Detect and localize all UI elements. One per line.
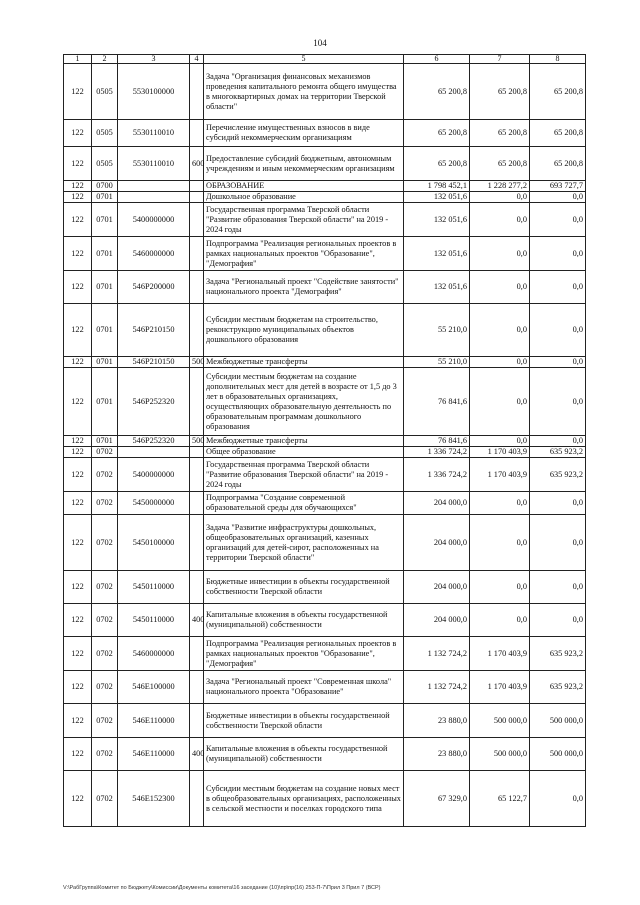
cell-amount-year2: 65 200,8 [470, 64, 530, 120]
cell-description: Задача "Развитие инфраструктуры дошкольных, общеобразовательных организаций, казенных организаций для детей-сирот, расположенных на территории Тверской области" [204, 515, 404, 571]
cell-admin-code: 122 [64, 637, 92, 671]
cell-expense-type [190, 637, 204, 671]
cell-admin-code: 122 [64, 192, 92, 203]
cell-admin-code: 122 [64, 203, 92, 237]
cell-section-code: 0702 [92, 704, 118, 738]
cell-amount-year1: 67 329,0 [404, 771, 470, 827]
cell-amount-year2: 1 170 403,9 [470, 458, 530, 492]
cell-amount-year2: 0,0 [470, 368, 530, 436]
cell-admin-code: 122 [64, 304, 92, 357]
cell-description: Подпрограмма "Реализация региональных проектов в рамках национальных проектов "Образование", "Демография" [204, 237, 404, 271]
cell-target-article: 5530110010 [118, 147, 190, 181]
cell-amount-year1: 204 000,0 [404, 604, 470, 637]
cell-admin-code: 122 [64, 515, 92, 571]
cell-amount-year1: 76 841,6 [404, 436, 470, 447]
cell-amount-year2: 500 000,0 [470, 738, 530, 771]
cell-expense-type [190, 515, 204, 571]
cell-amount-year2: 0,0 [470, 192, 530, 203]
cell-expense-type [190, 203, 204, 237]
cell-description: Государственная программа Тверской области "Развитие образования Тверской области" на 2019 - 2024 годы [204, 203, 404, 237]
column-header: 3 [118, 55, 190, 64]
cell-amount-year1: 65 200,8 [404, 64, 470, 120]
cell-amount-year2: 65 200,8 [470, 120, 530, 147]
cell-target-article: 546E110000 [118, 704, 190, 738]
cell-section-code: 0505 [92, 120, 118, 147]
cell-section-code: 0702 [92, 738, 118, 771]
cell-section-code: 0700 [92, 181, 118, 192]
cell-amount-year3: 635 923,2 [530, 447, 586, 458]
cell-admin-code: 122 [64, 64, 92, 120]
cell-expense-type [190, 120, 204, 147]
cell-amount-year3: 635 923,2 [530, 671, 586, 704]
table-row [64, 147, 586, 181]
column-header: 8 [530, 55, 586, 64]
cell-section-code: 0702 [92, 671, 118, 704]
column-header: 4 [190, 55, 204, 64]
cell-target-article [118, 181, 190, 192]
cell-amount-year2: 0,0 [470, 357, 530, 368]
cell-admin-code: 122 [64, 436, 92, 447]
cell-amount-year3: 635 923,2 [530, 458, 586, 492]
cell-section-code: 0702 [92, 771, 118, 827]
cell-amount-year3: 500 000,0 [530, 738, 586, 771]
cell-amount-year3: 0,0 [530, 771, 586, 827]
cell-target-article: 546P210150 [118, 357, 190, 368]
cell-amount-year1: 1 132 724,2 [404, 671, 470, 704]
cell-section-code: 0701 [92, 237, 118, 271]
column-header: 1 [64, 55, 92, 64]
cell-amount-year1: 1 336 724,2 [404, 447, 470, 458]
table-row [64, 436, 586, 447]
cell-expense-type [190, 571, 204, 604]
table-row [64, 368, 586, 436]
cell-target-article: 546E152300 [118, 771, 190, 827]
cell-amount-year3: 0,0 [530, 357, 586, 368]
cell-amount-year1: 23 880,0 [404, 704, 470, 738]
cell-expense-type [190, 237, 204, 271]
cell-expense-type: 600 [190, 147, 204, 181]
cell-description: Перечисление имущественных взносов в виде субсидий некоммерческим организациям [204, 120, 404, 147]
cell-section-code: 0701 [92, 304, 118, 357]
cell-target-article: 5460000000 [118, 637, 190, 671]
cell-amount-year3: 0,0 [530, 192, 586, 203]
cell-amount-year2: 0,0 [470, 271, 530, 304]
cell-description: Предоставление субсидий бюджетным, автономным учреждениям и иным некоммерческим организациям [204, 147, 404, 181]
cell-amount-year3: 65 200,8 [530, 64, 586, 120]
table-row [64, 771, 586, 827]
cell-admin-code: 122 [64, 147, 92, 181]
table-row [64, 304, 586, 357]
cell-description: Подпрограмма "Создание современной образовательной среды для обучающихся" [204, 492, 404, 515]
cell-amount-year3: 0,0 [530, 304, 586, 357]
table-row [64, 458, 586, 492]
cell-expense-type [190, 64, 204, 120]
cell-section-code: 0505 [92, 147, 118, 181]
cell-description: Субсидии местным бюджетам на создание дополнительных мест для детей в возрасте от 1,5 до 3 лет в образовательных организациях, осуществляющих образовательную деятельность по образовательным программам дошкольного образования [204, 368, 404, 436]
cell-expense-type [190, 447, 204, 458]
table-row [64, 181, 586, 192]
cell-amount-year1: 132 051,6 [404, 237, 470, 271]
cell-description: Бюджетные инвестиции в объекты государственной собственности Тверской области [204, 704, 404, 738]
cell-section-code: 0702 [92, 492, 118, 515]
table-row [64, 64, 586, 120]
cell-amount-year3: 0,0 [530, 571, 586, 604]
column-header: 7 [470, 55, 530, 64]
cell-admin-code: 122 [64, 738, 92, 771]
cell-amount-year2: 1 170 403,9 [470, 447, 530, 458]
cell-description: Межбюджетные трансферты [204, 357, 404, 368]
cell-amount-year1: 1 132 724,2 [404, 637, 470, 671]
cell-target-article: 546P252320 [118, 368, 190, 436]
cell-amount-year1: 65 200,8 [404, 147, 470, 181]
cell-admin-code: 122 [64, 120, 92, 147]
cell-admin-code: 122 [64, 492, 92, 515]
cell-amount-year3: 0,0 [530, 203, 586, 237]
cell-expense-type: 500 [190, 357, 204, 368]
cell-expense-type [190, 368, 204, 436]
cell-amount-year3: 0,0 [530, 368, 586, 436]
cell-amount-year2: 1 170 403,9 [470, 671, 530, 704]
table-row [64, 447, 586, 458]
page-number: 104 [313, 38, 327, 48]
cell-amount-year1: 55 210,0 [404, 357, 470, 368]
column-header: 6 [404, 55, 470, 64]
cell-amount-year3: 0,0 [530, 271, 586, 304]
cell-target-article: 5530100000 [118, 64, 190, 120]
cell-section-code: 0702 [92, 604, 118, 637]
cell-description: Государственная программа Тверской области "Развитие образования Тверской области" на 2019 - 2024 годы [204, 458, 404, 492]
cell-expense-type [190, 671, 204, 704]
cell-expense-type [190, 192, 204, 203]
table-row [64, 515, 586, 571]
cell-amount-year2: 0,0 [470, 304, 530, 357]
cell-amount-year2: 500 000,0 [470, 704, 530, 738]
budget-table [63, 54, 586, 827]
cell-description: Задача "Организация финансовых механизмов проведения капитального ремонта общего имущества в многоквартирных домах на территории Тверской области" [204, 64, 404, 120]
column-header: 2 [92, 55, 118, 64]
table-row [64, 492, 586, 515]
cell-amount-year3: 0,0 [530, 237, 586, 271]
cell-section-code: 0701 [92, 436, 118, 447]
cell-section-code: 0701 [92, 368, 118, 436]
cell-target-article: 5530110010 [118, 120, 190, 147]
table-row [64, 637, 586, 671]
cell-expense-type: 400 [190, 604, 204, 637]
cell-amount-year2: 0,0 [470, 515, 530, 571]
table-row [64, 271, 586, 304]
cell-target-article: 5460000000 [118, 237, 190, 271]
cell-amount-year1: 1 336 724,2 [404, 458, 470, 492]
cell-target-article: 5400000000 [118, 203, 190, 237]
cell-amount-year1: 1 798 452,1 [404, 181, 470, 192]
table-row [64, 203, 586, 237]
column-header: 5 [204, 55, 404, 64]
table-row [64, 738, 586, 771]
table-row [64, 704, 586, 738]
cell-amount-year2: 65 122,7 [470, 771, 530, 827]
cell-expense-type [190, 771, 204, 827]
cell-description: Субсидии местным бюджетам на создание новых мест в общеобразовательных организациях, расположенных в сельской местности и поселках городского типа [204, 771, 404, 827]
cell-amount-year2: 65 200,8 [470, 147, 530, 181]
table-row [64, 237, 586, 271]
cell-expense-type: 400 [190, 738, 204, 771]
cell-target-article: 546E110000 [118, 738, 190, 771]
cell-amount-year1: 76 841,6 [404, 368, 470, 436]
cell-admin-code: 122 [64, 181, 92, 192]
cell-expense-type [190, 492, 204, 515]
cell-amount-year1: 23 880,0 [404, 738, 470, 771]
cell-amount-year2: 0,0 [470, 237, 530, 271]
table-body [64, 64, 586, 827]
cell-admin-code: 122 [64, 458, 92, 492]
cell-target-article: 546P252320 [118, 436, 190, 447]
cell-amount-year1: 132 051,6 [404, 203, 470, 237]
cell-admin-code: 122 [64, 671, 92, 704]
cell-section-code: 0505 [92, 64, 118, 120]
cell-admin-code: 122 [64, 271, 92, 304]
cell-target-article: 5450110000 [118, 571, 190, 604]
cell-amount-year3: 0,0 [530, 604, 586, 637]
cell-amount-year2: 1 228 277,2 [470, 181, 530, 192]
cell-target-article: 546P200000 [118, 271, 190, 304]
cell-amount-year2: 0,0 [470, 203, 530, 237]
cell-expense-type: 500 [190, 436, 204, 447]
table-row [64, 671, 586, 704]
cell-description: Общее образование [204, 447, 404, 458]
cell-description: Задача "Региональный проект "Современная школа" национального проекта "Образование" [204, 671, 404, 704]
cell-amount-year1: 204 000,0 [404, 571, 470, 604]
cell-section-code: 0702 [92, 447, 118, 458]
cell-amount-year1: 132 051,6 [404, 271, 470, 304]
cell-amount-year2: 0,0 [470, 492, 530, 515]
cell-amount-year2: 0,0 [470, 604, 530, 637]
cell-description: Капитальные вложения в объекты государственной (муниципальной) собственности [204, 738, 404, 771]
cell-section-code: 0701 [92, 357, 118, 368]
cell-amount-year1: 132 051,6 [404, 192, 470, 203]
cell-admin-code: 122 [64, 604, 92, 637]
cell-target-article: 5450110000 [118, 604, 190, 637]
cell-expense-type [190, 181, 204, 192]
cell-description: Субсидии местным бюджетам на строительство, реконструкцию муниципальных объектов дошкольного образования [204, 304, 404, 357]
cell-section-code: 0701 [92, 192, 118, 203]
cell-amount-year3: 500 000,0 [530, 704, 586, 738]
cell-amount-year1: 65 200,8 [404, 120, 470, 147]
cell-section-code: 0702 [92, 571, 118, 604]
cell-section-code: 0702 [92, 515, 118, 571]
cell-amount-year1: 55 210,0 [404, 304, 470, 357]
cell-description: Межбюджетные трансферты [204, 436, 404, 447]
table-row [64, 120, 586, 147]
cell-target-article [118, 192, 190, 203]
column-number-row [64, 55, 586, 64]
cell-target-article: 546P210150 [118, 304, 190, 357]
cell-expense-type [190, 271, 204, 304]
file-path-footer: V:\РабГруппа\Комитет по Бюджету\Комиссии\Документы комитета\16 заседание (10)\пр\пр(16) 253-П-7\Прил 3 Прил 7 (ВСР) [63, 885, 381, 891]
table-row [64, 604, 586, 637]
cell-expense-type [190, 458, 204, 492]
cell-section-code: 0702 [92, 458, 118, 492]
cell-target-article: 5400000000 [118, 458, 190, 492]
table-row [64, 357, 586, 368]
cell-amount-year2: 0,0 [470, 436, 530, 447]
cell-admin-code: 122 [64, 368, 92, 436]
table-row [64, 571, 586, 604]
cell-target-article: 546E100000 [118, 671, 190, 704]
cell-description: Задача "Региональный проект "Содействие занятости" национального проекта "Демография" [204, 271, 404, 304]
cell-amount-year2: 0,0 [470, 571, 530, 604]
cell-amount-year3: 65 200,8 [530, 120, 586, 147]
cell-amount-year3: 0,0 [530, 492, 586, 515]
cell-admin-code: 122 [64, 357, 92, 368]
cell-amount-year3: 0,0 [530, 436, 586, 447]
cell-target-article [118, 447, 190, 458]
cell-amount-year3: 0,0 [530, 515, 586, 571]
cell-section-code: 0701 [92, 203, 118, 237]
cell-description: Дошкольное образование [204, 192, 404, 203]
cell-description: Капитальные вложения в объекты государственной (муниципальной) собственности [204, 604, 404, 637]
cell-description: Бюджетные инвестиции в объекты государственной собственности Тверской области [204, 571, 404, 604]
cell-amount-year3: 65 200,8 [530, 147, 586, 181]
cell-description: Подпрограмма "Реализация региональных проектов в рамках национальных проектов "Образование", "Демография" [204, 637, 404, 671]
cell-section-code: 0702 [92, 637, 118, 671]
cell-expense-type [190, 304, 204, 357]
cell-admin-code: 122 [64, 237, 92, 271]
cell-section-code: 0701 [92, 271, 118, 304]
cell-description: ОБРАЗОВАНИЕ [204, 181, 404, 192]
cell-admin-code: 122 [64, 571, 92, 604]
cell-amount-year3: 693 727,7 [530, 181, 586, 192]
cell-amount-year2: 1 170 403,9 [470, 637, 530, 671]
cell-target-article: 5450000000 [118, 492, 190, 515]
table-row [64, 192, 586, 203]
cell-admin-code: 122 [64, 771, 92, 827]
cell-amount-year1: 204 000,0 [404, 515, 470, 571]
cell-target-article: 5450100000 [118, 515, 190, 571]
cell-admin-code: 122 [64, 447, 92, 458]
cell-expense-type [190, 704, 204, 738]
cell-admin-code: 122 [64, 704, 92, 738]
cell-amount-year1: 204 000,0 [404, 492, 470, 515]
cell-amount-year3: 635 923,2 [530, 637, 586, 671]
